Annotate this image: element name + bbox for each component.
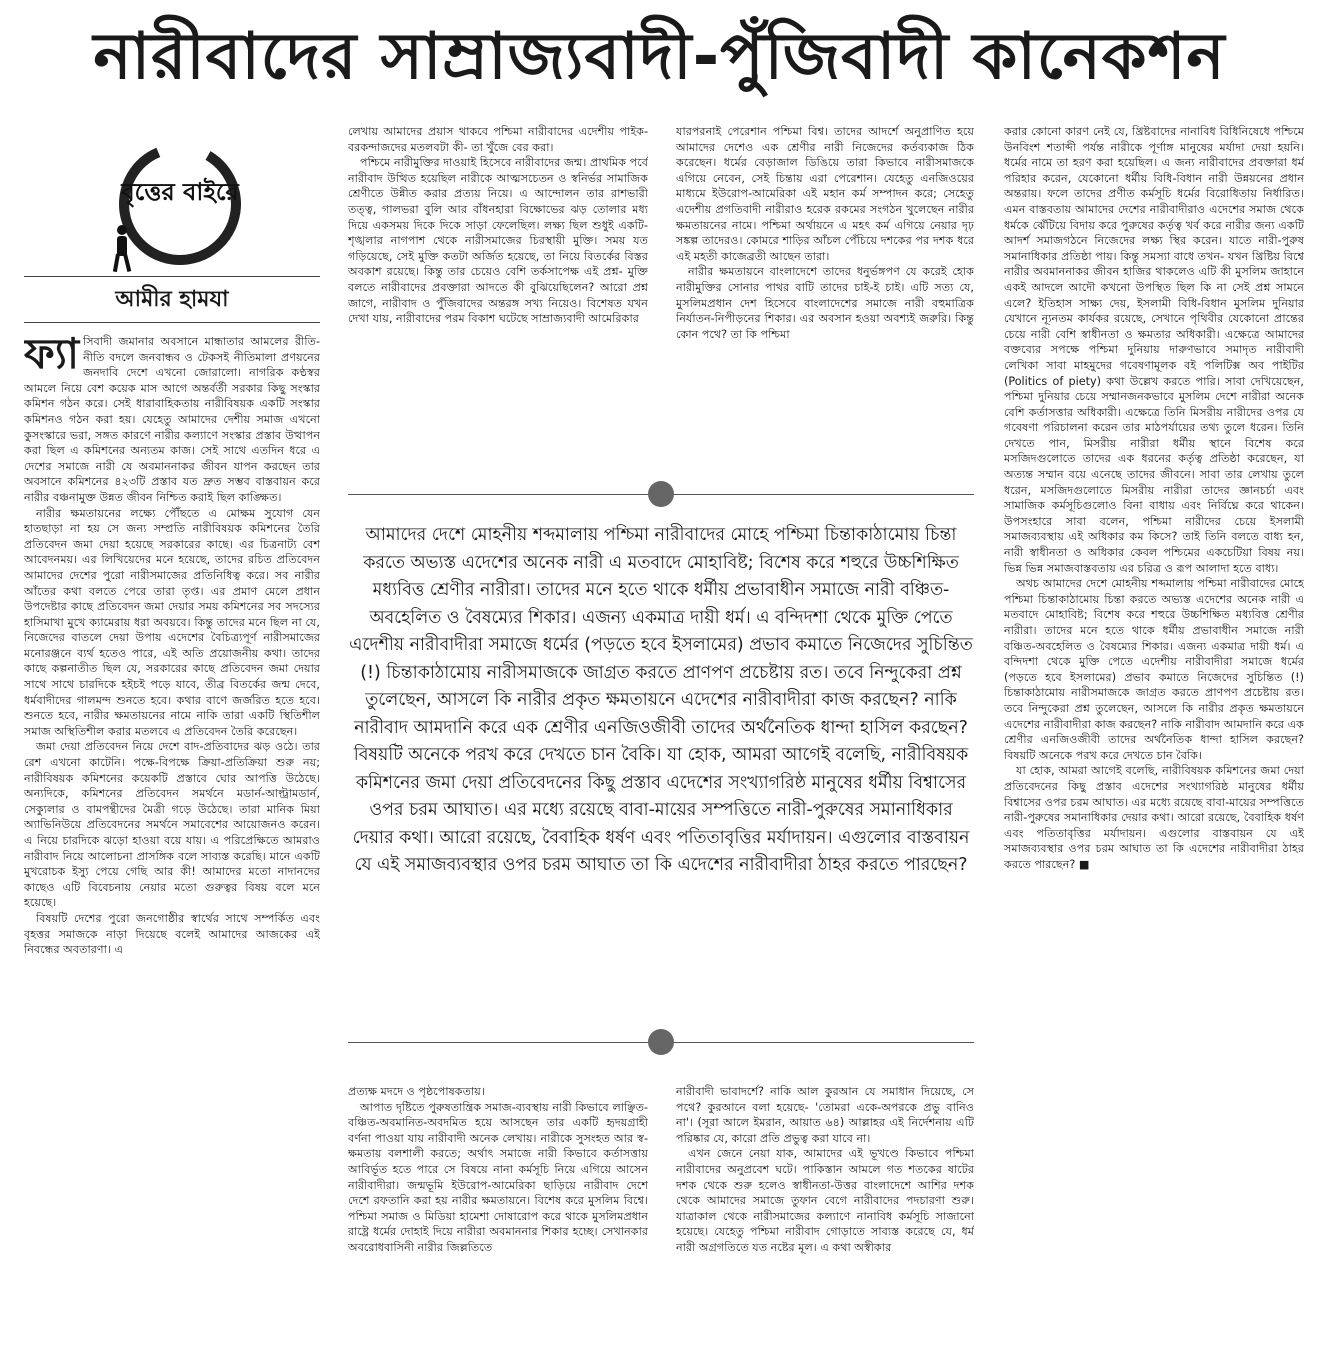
byline-bottom-rule: [24, 322, 320, 323]
col2-bottom-paragraph-1: আপাত দৃষ্টিতে পুরুষতান্ত্রিক সমাজ-ব্যবস্থায় নারী কিভাবে লাঞ্ছিত-বঞ্চিত-অবমানিত-অবদমিত হয়ে আসছেন তার একটি হৃদয়গ্রাহী বর্ণনা পাওয়া যায় নারীবাদী অনেক লেখায়। নারীকে সুসংহত আর স্ব-ক্ষমতায় বলশালী করতে; অর্থাৎ সমাজে নারী কিভাবে কর্তাসত্তায় আবির্ভূত হতে পারে সে বিষয়ে নানা কর্মসূচি নিয়ে এগিয়ে আসেন নারীবাদীরা। জন্মভূমি ইউরোপ-আমেরিকা ছাড়িয়ে নারীবাদ দেশে দেশে রফতানি করা হয় নারীর ক্ষমতায়নে। বিশেষ করে মুসলিম বিশ্বে। পশ্চিমা সমাজ ও মিডিয়া হামেশা দোষারোপ করে থাকে মুসলিমপ্রধান রাষ্ট্রে ধর্মের দোহাই দিয়ে নারীরা অবমাননার শিকার হচ্ছে। সেখানকার অবরোধবাসিনী নারীর জিল্লতিতে: [348, 1100, 648, 1254]
col2-top-paragraph-1: পশ্চিমে নারীমুক্তির দাওয়াই হিসেবে নারীবাদের জন্ম। প্রাথমিক পর্বে নারীবাদ উত্থিত হয়েছিল নারীকে আত্মসচেতন ও স্বনির্ভর সামাজিক শ্রেণীতে উন্নীত করার প্রত্যয় নিয়ে। এ আন্দোলন তার রাশভারী তত্ত্ব, গালভরা বুলি আর বাঁধনহারা বিক্ষোভের ঝড় তোলার মধ্য দিয়ে একসময় দিকে দিকে সাড়া ফেলেছিল। লক্ষ্য ছিল শুধুই একটি- শৃঙ্খলার নাগপাশ থেকে নারীসমাজের চিরস্থায়ী মুক্তি। সময় যত গড়িয়েছে, সেই মুক্তি কতটা অর্জিত হয়েছে, তা নিয়ে বিতর্কের বিস্তর অবকাশ রয়েছে। কিন্তু তার চেয়েও বেশি তর্কসাপেক্ষ এই প্রশ্ন- মুক্তি বলতে নারীবাদের প্রবক্তারা আদতে কী বুঝিয়েছিলেন? আরো প্রশ্ন জাগে, নারীবাদ ও পুঁজিবাদের অন্তরঙ্গ সখ্য নিয়েও। বিশেষত যখন দেখা যায়, নারীবাদের পরম বিকাশ ঘটেছে সাম্রাজ্যবাদী আমেরিকার: [348, 156, 648, 326]
col2-bottom-paragraph-0: প্রত্যক্ষ মদদে ও পৃষ্ঠপোষকতায়।: [348, 1085, 485, 1098]
pull-quote-top-dot: [648, 481, 674, 507]
col1-paragraph-2: জমা দেয়া প্রতিবেদন নিয়ে দেশে বাদ-প্রতিবাদের ঝড় ওঠে। তার রেশ এখনো কাটেনি। পক্ষে-বিপক্ষে ক্রিয়া-প্রতিক্রিয়া শুরু নয়; নারীবিষয়ক কমিশনের কয়েকটি প্রস্তাবে ঘোর আপত্তি উঠেছে। অন্যদিকে, কমিশনের প্রতিবেদন সমর্থনে মডার্ন-আল্ট্রামডার্ন, সেক্যুলার ও বামপন্থীদের মৈত্রী গড়ে উঠেছে। তারা মানিক মিয়া অ্যাভিনিউয়ে প্রতিবেদনের সমর্থনে সমাবেশের আয়োজনও করেন। এ নিয়ে চারদিকে ঝড়ো হাওয়া বয়ে যায়। এ পরিপ্রেক্ষিতে আমরাও নারীবাদ নিয়ে আলোচনা প্রাসঙ্গিক বলে সাব্যস্ত করেছি। মানে একটি মুখরোচক ইস্যু পেয়ে গেছি আর কী! আমাদের মতো নাদানদের কাছেও এটি বিবেচনায় নেয়ার মতো গুরুত্বর বিষয় বলে মনে হয়েছে।: [24, 740, 320, 910]
col3-bottom-paragraph-0: নারীবাদী ভাবাদর্শে? নাকি আল কুরআন যে সমাধান দিয়েছে, সে পথে? কুরআনে বলা হয়েছে- 'তোমরা একে-অপরকে প্রভু বানিও না'। (সূরা আলে ইমরান, আয়াত ৬৪) আল্লাহর এই নির্দেশনায় এটি পরিষ্কার যে, কারো প্রতি প্রভুত্ব করা যাবে না।: [676, 1085, 974, 1145]
col4-paragraph-2: যা হোক, আমরা আগেই বলেছি, নারীবিষয়ক কমিশনের জমা দেয়া প্রতিবেদনের কিছু প্রস্তাব এদেশের সংখ্যাগরিষ্ঠ মানুষের ধর্মীয় বিশ্বাসের ওপর চরম আঘাত। এর মধ্যে রয়েছে বাবা-মায়ের সম্পত্তিতে নারী-পুরুষের সমানাধিকার দেয়ার কথা। আরো রয়েছে, বৈবাহিক ধর্ষণ এবং পতিতাবৃত্তির মর্যাদায়ন। এগুলোর বাস্তবায়ন যে এই সমাজব্যবস্থার ওপর চরম আঘাত তা কি এদেশের নারীবাদীরা ঠাহর করতে পারছেন? ■: [1004, 764, 1304, 871]
col3-bottom-paragraph-1: এখন জেনে নেয়া যাক, আমাদের এই ভূখণ্ডে কিভাবে পশ্চিমা নারীবাদের অনুপ্রবেশ ঘটে। পাকিস্তান আমলে গত শতকের ষাটের দশক থেকে শুরু হলেও স্বাধীনতা-উত্তর বাংলাদেশে আশির দশক থেকে আমাদের সমাজে তুফান বেগে নারীবাদের পদচারণা শুরু। যাত্রাকাল থেকে নারীসমাজের কল্যাণে নানাবিধ কর্মসূচি সাজানো হয়েছে। যেহেতু পশ্চিমা নারীবাদ গোড়াতে সাব্যস্ত করেছে যে, ধর্ম নারী অগ্রগতিতে যত নষ্টের মূল। এ কথা অস্বীকার: [676, 1147, 974, 1254]
column-3-bottom: [676, 1084, 974, 1359]
col2-top-paragraph-0: লেখায় আমাদের প্রয়াস থাকবে পশ্চিমা নারীবাদের এদেশীয় পাইক-বরকন্দাজদের মতলবটা কী- তা খুঁজে বের করা।: [348, 125, 648, 154]
column-3-top: [676, 124, 974, 470]
headline: নারীবাদের সাম্রাজ্যবাদী-পুঁজিবাদী কানেকশন: [93, 20, 1226, 94]
col3-top-paragraph-0: যারপরনাই পেরেশান পশ্চিমা বিশ্ব। তাদের আদর্শে অনুপ্রাণিত হয়ে আমাদের দেশেও এক শ্রেণীর নারী নিজেদের কর্তব্যকাজ ঠিক করেছেন। ধর্মের বেড়াজাল ডিঙিয়ে তারা কিভাবে নারীসমাজকে এগিয়ে নেবেন, সেই চিন্তায় এরা পেরেশান। যেহেতু এনজিওয়ের মাধ্যমে ইউরোপ-আমেরিকা এই মহান কর্ম সম্পাদন করে; সেহেতু এদেশীয় প্রগতিবাদী নারীরাও হরেক রকমের সংগঠন খুলেছেন নারীর ক্ষমতায়নের নামে। পশ্চিমা অর্থায়নে এ মহৎ কর্ম এগিয়ে নেয়ার দৃঢ় সঙ্কল্প তাদেরও। কোমরে শাড়ির আঁচল পেঁচিয়ে দশকের পর দশক ধরে এই মহতী কাজেব্রতী আছেন তারা।: [676, 125, 974, 263]
pull-quote-text: আমাদের দেশে মোহনীয় শব্দমালায় পশ্চিমা নারীবাদের মোহে পশ্চিমা চিন্তাকাঠামোয় চিন্তা করতে অভ্যস্ত এদেশের অনেক নারী এ মতবাদে মোহাবিষ্ট; বিশেষ করে শহুরে উচ্চশিক্ষিত মধ্যবিত্ত শ্রেণীর নারীরা। তাদের মনে হতে থাকে ধর্মীয় প্রভাবাধীন সমাজে নারী বঞ্চিত-অবহেলিত ও বৈষম্যের শিকার। এজন্য একমাত্র দায়ী ধর্ম। এ বন্দিদশা থেকে মুক্তি পেতে এদেশীয় নারীবাদীরা সমাজে ধর্মের (পড়তে হবে ইসলামের) প্রভাব কমাতে নিজেদের সুচিন্তিত (!) চিন্তাকাঠামোয় নারীসমাজকে জাগ্রত করতে প্রাণপণ প্রচেষ্টায় রত। তবে নিন্দুকেরা প্রশ্ন তুলেছেন, আসলে কি নারীর প্রকৃত ক্ষমতায়নে এদেশের নারীবাদীরা কাজ করছেন? নাকি নারীবাদ আমদানি করে এক শ্রেণীর এনজিওজীবী তাদের অর্থনৈতিক ধান্দা হাসিল করছেন? বিষয়টি অনেকে পরখ করে দেখতে চান বৈকি। যা হোক, আমরা আগেই বলেছি, নারীবিষয়ক কমিশনের জমা দেয়া প্রতিবেদনের কিছু প্রস্তাব এদেশের সংখ্যাগরিষ্ঠ মানুষের ধর্মীয় বিশ্বাসের ওপর চরম আঘাত। এর মধ্যে রয়েছে বাবা-মায়ের সম্পত্তিতে নারী-পুরুষের সমানাধিকার দেয়ার কথা। আরো রয়েছে, বৈবাহিক ধর্ষণ এবং পতিতাবৃত্তির মর্যাদায়ন। এগুলোর বাস্তবায়ন যে এই সমাজব্যবস্থার ওপর চরম আঘাত তা কি এদেশের নারীবাদীরা ঠাহর করতে পারছেন?: [349, 525, 973, 875]
col4-paragraph-1: অথচ আমাদের দেশে মোহনীয় শব্দমালায় পশ্চিমা নারীবাদের মোহে পশ্চিমা চিন্তাকাঠামোয় চিন্তা করতে অভ্যস্ত এদেশের অনেক নারী এ মতবাদে মোহাবিষ্ট; বিশেষ করে শহুরে উচ্চশিক্ষিত মধ্যবিত্ত শ্রেণীর নারীরা। তাদের মনে হতে থাকে ধর্মীয় প্রভাবাধীন সমাজে নারী বঞ্চিত-অবহেলিত ও বৈষম্যের শিকার। এজন্য একমাত্র দায়ী ধর্ম। এ বন্দিদশা থেকে মুক্তি পেতে এদেশীয় নারীবাদীরা সমাজে ধর্মের (পড়তে হবে ইসলামের) প্রভাব কমাতে নিজেদের সুচিন্তিত (!) চিন্তাকাঠামোয় নারীসমাজকে জাগ্রত করতে প্রাণপণ প্রচেষ্টায় রত। তবে নিন্দুকেরা প্রশ্ন তুলেছেন, আসলে কি নারীর প্রকৃত ক্ষমতায়নে এদেশের নারীবাদীরা কাজ করছেন? নাকি নারীবাদ আমদানি করে এক শ্রেণীর এনজিওজীবী তাদের অর্থনৈতিক ধান্দা হাসিল করছেন? বিষয়টি অনেকে পরখ করে দেখতে চান বৈকি।: [1004, 577, 1304, 762]
logo-text: বৃত্তের বাইরে: [121, 178, 239, 206]
author-byline: আমীর হামযা: [115, 287, 229, 312]
column-1: [24, 334, 320, 1359]
byline-top-rule: [24, 276, 320, 277]
column-2-top: [348, 124, 648, 470]
column-logo: [96, 138, 246, 274]
pull-quote-bottom-dot: [648, 1029, 674, 1055]
col1-paragraph-1: নারীর ক্ষমতায়নের লক্ষ্যে পৌঁছতে এ মোক্ষম সুযোগ যেন হাতছাড়া না হয় সে জন্য সম্প্রতি নারীবিষয়ক কমিশনের তৈরি প্রতিবেদন জমা দেয়া হয়েছে সরকারের কাছে। এর চিত্রনাট্য বেশ আবেদনময়। এর লিখিয়েদের মনে হয়েছে, তাদের রচিত প্রতিবেদন আমাদের দেশের পুরো নারীসমাজের প্রতিনিধিত্ব করে। সব নারীর আঁতের কথা বলতে পেরে তারা তৃপ্ত। এর প্রমাণ মেলে প্রধান উপদেষ্টার কাছে প্রতিবেদন জমা দেয়ার সময় কমিশনের সব সদস্যের হাসিমাখা মুখে ক্যামেরায় ধরা অবয়বে। কিন্তু তাদের মনে ছিল না যে, নিজেদের বাতলে দেয়া উপায় এদেশের বৈচিত্র্যপূর্ণ নারীসমাজের মনোরঞ্জনে ব্যর্থ হতেও পারে, এই অতি প্রয়োজনীয় কথা। তাদের কাছে কল্পনাতীত ছিল যে, সরকারের কাছে প্রতিবেদন জমা দেয়ার সাথে সাথে চারদিকে হইচই পড়ে যাবে, তীব্র বিতর্কের জন্ম দেবে, ধর্মবাদীদের গালমন্দ শুনতে হবে। কথার বাণে জর্জরিত হতে হবে। শুনতে হবে, নারীর ক্ষমতায়নের নামে নাকি তারা একটি স্থিতিশীল সমাজ অস্থিতিশীল করার মতলবে এ প্রতিবেদন তৈরি করেছেন।: [24, 506, 320, 738]
drop-cap: ফ্যা: [24, 334, 80, 378]
column-2-bottom: [348, 1084, 648, 1359]
col4-paragraph-0: করার কোনো কারণ নেই যে, খ্রিষ্টবাদের নানাবিধ বিধিনিষেধে পশ্চিমে উনবিংশ শতাব্দী পর্যন্ত নারীকে পূর্ণাঙ্গ মানুষের মর্যাদা দেয়া হয়নি। ধর্মের নামে তা হরণ করা হয়েছিল। এ জন্য নারীবাদের প্রবক্তারা ধর্ম পরিহার করেন, যেকোনো ধর্মীয় বিধি-বিধান নারী উন্নয়নের প্রধান অন্তরায়। ফলে তাদের প্রণীত কর্মসূচি ধর্মের বিরোধিতায় নির্ধারিত। এমন বাস্তবতায় আমাদের দেশের নারীবাদীরাও এদেশের সমাজ থেকে ধর্মকে ঝেঁটিয়ে বিদায় করে পুরুষের কর্তৃত্ব খর্ব করে নারীর জন্য একটি আদর্শ সমাজগঠনে নিজেদের লক্ষ্য স্থির করেন। যাতে নারী-পুরুষ সমানাধিকার প্রতিষ্ঠা পায়। কিন্তু সমস্যা বাধে তখন- যখন খ্রিষ্টিয় বিশ্বে নারীর অবমাননাকর জীবন হাজির থাকলেও এটি কী মুসলিম জাহানে একই আদলে আদৌ কখনো উপস্থিত ছিল কি না সেই প্রশ্ন সামনে এলে? ইতিহাস সাক্ষ্য দেয়, ইসলামী বিধি-বিধান মুসলিম দুনিয়ার যেখানে ন্যূনতম কার্যকর রয়েছে, সেখানে পৃথিবীর যেকোনো প্রান্তের চেয়ে নারী বেশি স্বাধীনতা ও ক্ষমতার অধিকারী। এক্ষেত্রে আমাদের বক্তব্যের সপক্ষে পশ্চিমা দুনিয়ায় দারুণভাবে সমাদৃত নারীবাদী লেখিকা সাবা মাহমুদের গবেষণামূলক বই পলিটিক্স অব পাইটির (Politics of piety) কথা উল্লেখ করতে পারি। সাবা দেখিয়েছেন, পশ্চিমা দুনিয়ার চেয়ে সম্মানজনকভাবে মুসলিম দেশে নারীরা অনেক বেশি কর্তাসত্তার অধিকারী। এক্ষেত্রে তিনি মিসরীয় নারীদের ওপর যে গবেষণা পরিচালনা করেন তার মাঠপর্যায়ের তথ্য তুলে ধরেন। তিনি দেখতে পান, মিসরীয় নারীরা ধর্মীয় স্থানে বিশেষ করে মসজিদগুলোতে তাদের এক ধরনের কর্তৃত্ব প্রতিষ্ঠা করেছেন, যা অত্যন্ত সম্মান বয়ে এনেছে তাদের জীবনে। সাবা তার লেখায় তুলে ধরেন, মসজিদগুলোতে মিসরীয় নারীরা তাদের জ্ঞানচর্চা এবং সামাজিক কর্মসূচিগুলোও বিনা বাধায় এবং নির্বিঘ্নে করে থাকেন। উপসংহারে সাবা বলেন, পশ্চিমা নারীদের চেয়ে ইসলামী সমাজব্যবস্থায় এই অধিকার কম কিসে? তাই তিনি বলতে বাধ্য হন, নারী স্বাধীনতা ও অধিকার কেবল পশ্চিমের একচেটিয়া বিষয় নয়। ভিন্ন ভিন্ন সমাজবাস্তবতায় এর চরিত্র ও রূপ আলাদা হতে বাধ্য।: [1004, 125, 1304, 575]
col1-paragraph-0: ফ্যা সিবাদী জমানার অবসানে মান্ধাতার আমলের রীতি-নীতি বদলে জনবান্ধব ও টেকসই নীতিমালা প্রণয়নের জনদাবি দেশে এখনো জোরালো। নাগরিক কণ্ঠস্বর আমলে নিয়ে বেশ কয়েক মাস আগে অন্তর্বর্তী সরকার কিছু সংস্কার কমিশন গঠন করে। সেই ধারাবাহিকতায় নারীবিষয়ক একটি সংস্কার কমিশনও গঠন করা হয়। যেহেতু আমাদের দেশীয় সমাজ এখনো কুসংস্কারে ভরা, সঙ্গত কারণে নারীর কল্যাণে সংস্কার প্রস্তাব উত্থাপন করা ছিল এ কমিশনের অন্যতম কাজ। সেই সাথে এতদিন ধরে এ দেশের সমাজে নারী যে অবমাননাকর জীবন যাপন করছেন তার অবসানে কমিশনের ৪২৩টি প্রস্তাব যত দ্রুত সম্ভব বাস্তবায়ন করে নারীর বঞ্চনামুক্ত উন্নত জীবন নিশ্চিত করাই ছিল কাঙ্ক্ষিত।: [24, 334, 320, 504]
col3-top-paragraph-1: নারীর ক্ষমতায়নে বাংলাদেশে তাদের ধনুর্ভঙ্গপণ যে করেই হোক নারীমুক্তির সোনার পাথর বাটি তাদের চাই-ই চাই। এটি সত্য যে, মুসলিমপ্রধান দেশ হিসেবে বাংলাদেশের সমাজে নারী বহুমাত্রিক নির্যাতন-নিপীড়নের শিকার। এর অবসান হওয়া অবশ্যই জরুরি। কিন্তু কোন পথে? তা কি পশ্চিমা: [676, 265, 974, 341]
pull-quote: [348, 522, 974, 1010]
column-4: [1004, 124, 1304, 1359]
col1-paragraph-3: বিষয়টি দেশের পুরো জনগোষ্ঠীর স্বার্থের সাথে সম্পর্কিত এবং বৃহত্তর সমাজকে নাড়া দিয়েছে বলেই আমাদের আজকের এই নিবন্ধের অবতারণা। এ: [24, 911, 320, 957]
